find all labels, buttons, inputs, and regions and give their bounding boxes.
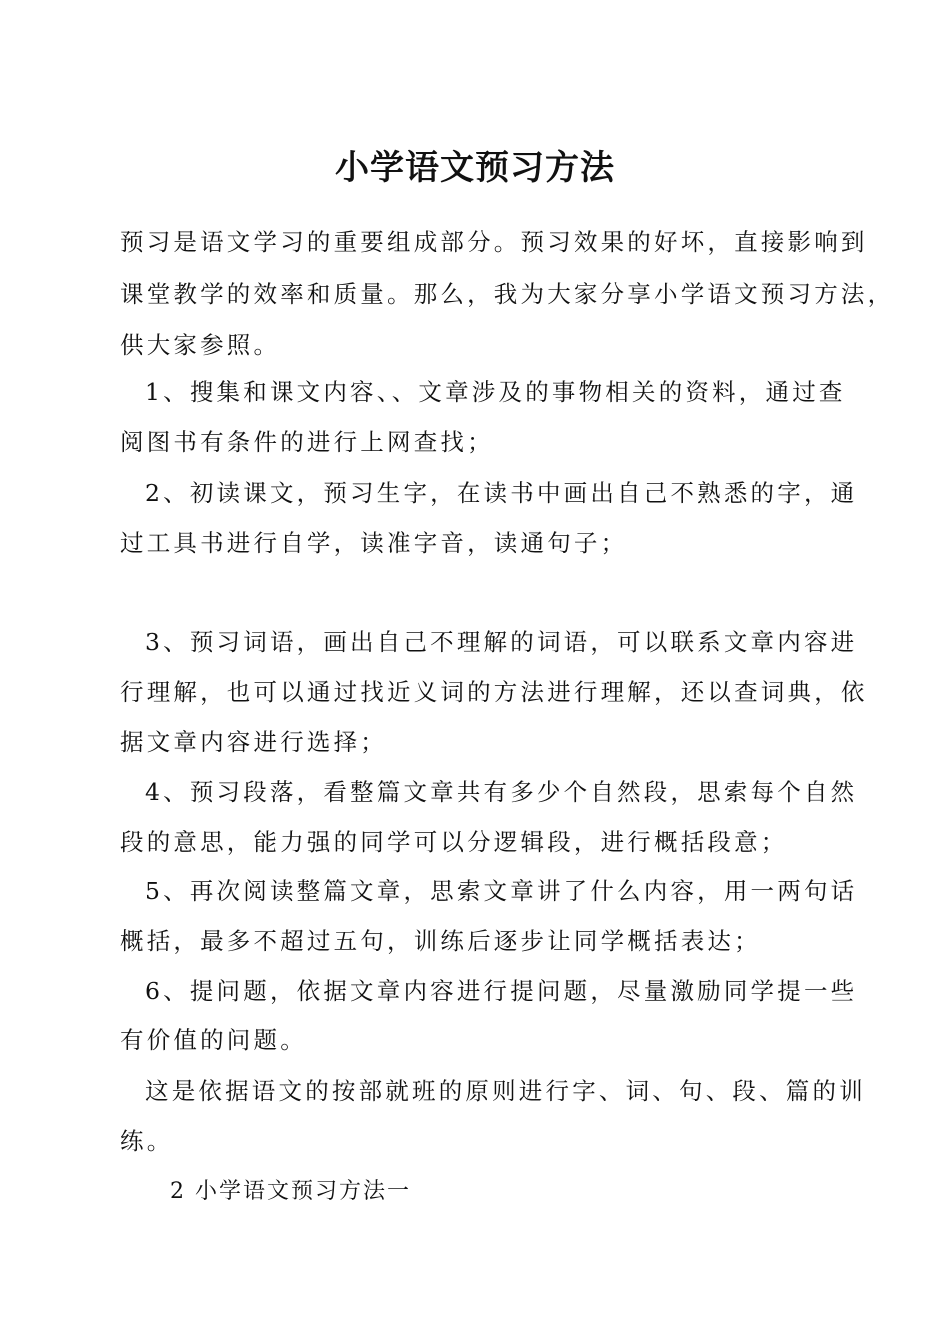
paragraph-line: 预习是语文学习的重要组成部分。预习效果的好坏，直接影响到 xyxy=(120,228,868,256)
document-title: 小学语文预习方法 xyxy=(335,148,615,188)
section-subheading: 2 小学语文预习方法一 xyxy=(170,1179,411,1204)
paragraph-line: 6、提问题，依据文章内容进行提问题，尽量激励同学提一些 xyxy=(145,977,858,1005)
paragraph-line: 供大家参照。 xyxy=(120,331,281,359)
paragraph-line: 据文章内容进行选择； xyxy=(120,728,387,756)
paragraph-line: 1、搜集和课文内容、、文章涉及的事物相关的资料，通过查 xyxy=(145,378,846,406)
paragraph-line: 阅图书有条件的进行上网查找； xyxy=(120,428,494,456)
paragraph-line: 2、初读课文，预习生字，在读书中画出自己不熟悉的字，通 xyxy=(145,479,858,507)
paragraph-line: 这是依据语文的按部就班的原则进行字、词、句、段、篇的训 xyxy=(145,1077,866,1105)
paragraph-line: 5、再次阅读整篇文章，思索文章讲了什么内容，用一两句话 xyxy=(145,877,858,905)
paragraph-line: 行理解，也可以通过找近义词的方法进行理解，还以查词典，依 xyxy=(120,678,868,706)
paragraph-line: 有价值的问题。 xyxy=(120,1026,307,1054)
paragraph-line: 练。 xyxy=(120,1127,174,1155)
paragraph-line: 过工具书进行自学，读准字音，读通句子； xyxy=(120,529,628,557)
paragraph-line: 段的意思，能力强的同学可以分逻辑段，进行概括段意； xyxy=(120,828,788,856)
paragraph-line: 3、预习词语，画出自己不理解的词语，可以联系文章内容进 xyxy=(145,628,858,656)
paragraph-line: 概括，最多不超过五句，训练后逐步让同学概括表达； xyxy=(120,927,761,955)
paragraph-line: 4、预习段落，看整篇文章共有多少个自然段，思索每个自然 xyxy=(145,778,858,806)
paragraph-line: 课堂教学的效率和质量。那么，我为大家分享小学语文预习方法， xyxy=(120,280,895,308)
